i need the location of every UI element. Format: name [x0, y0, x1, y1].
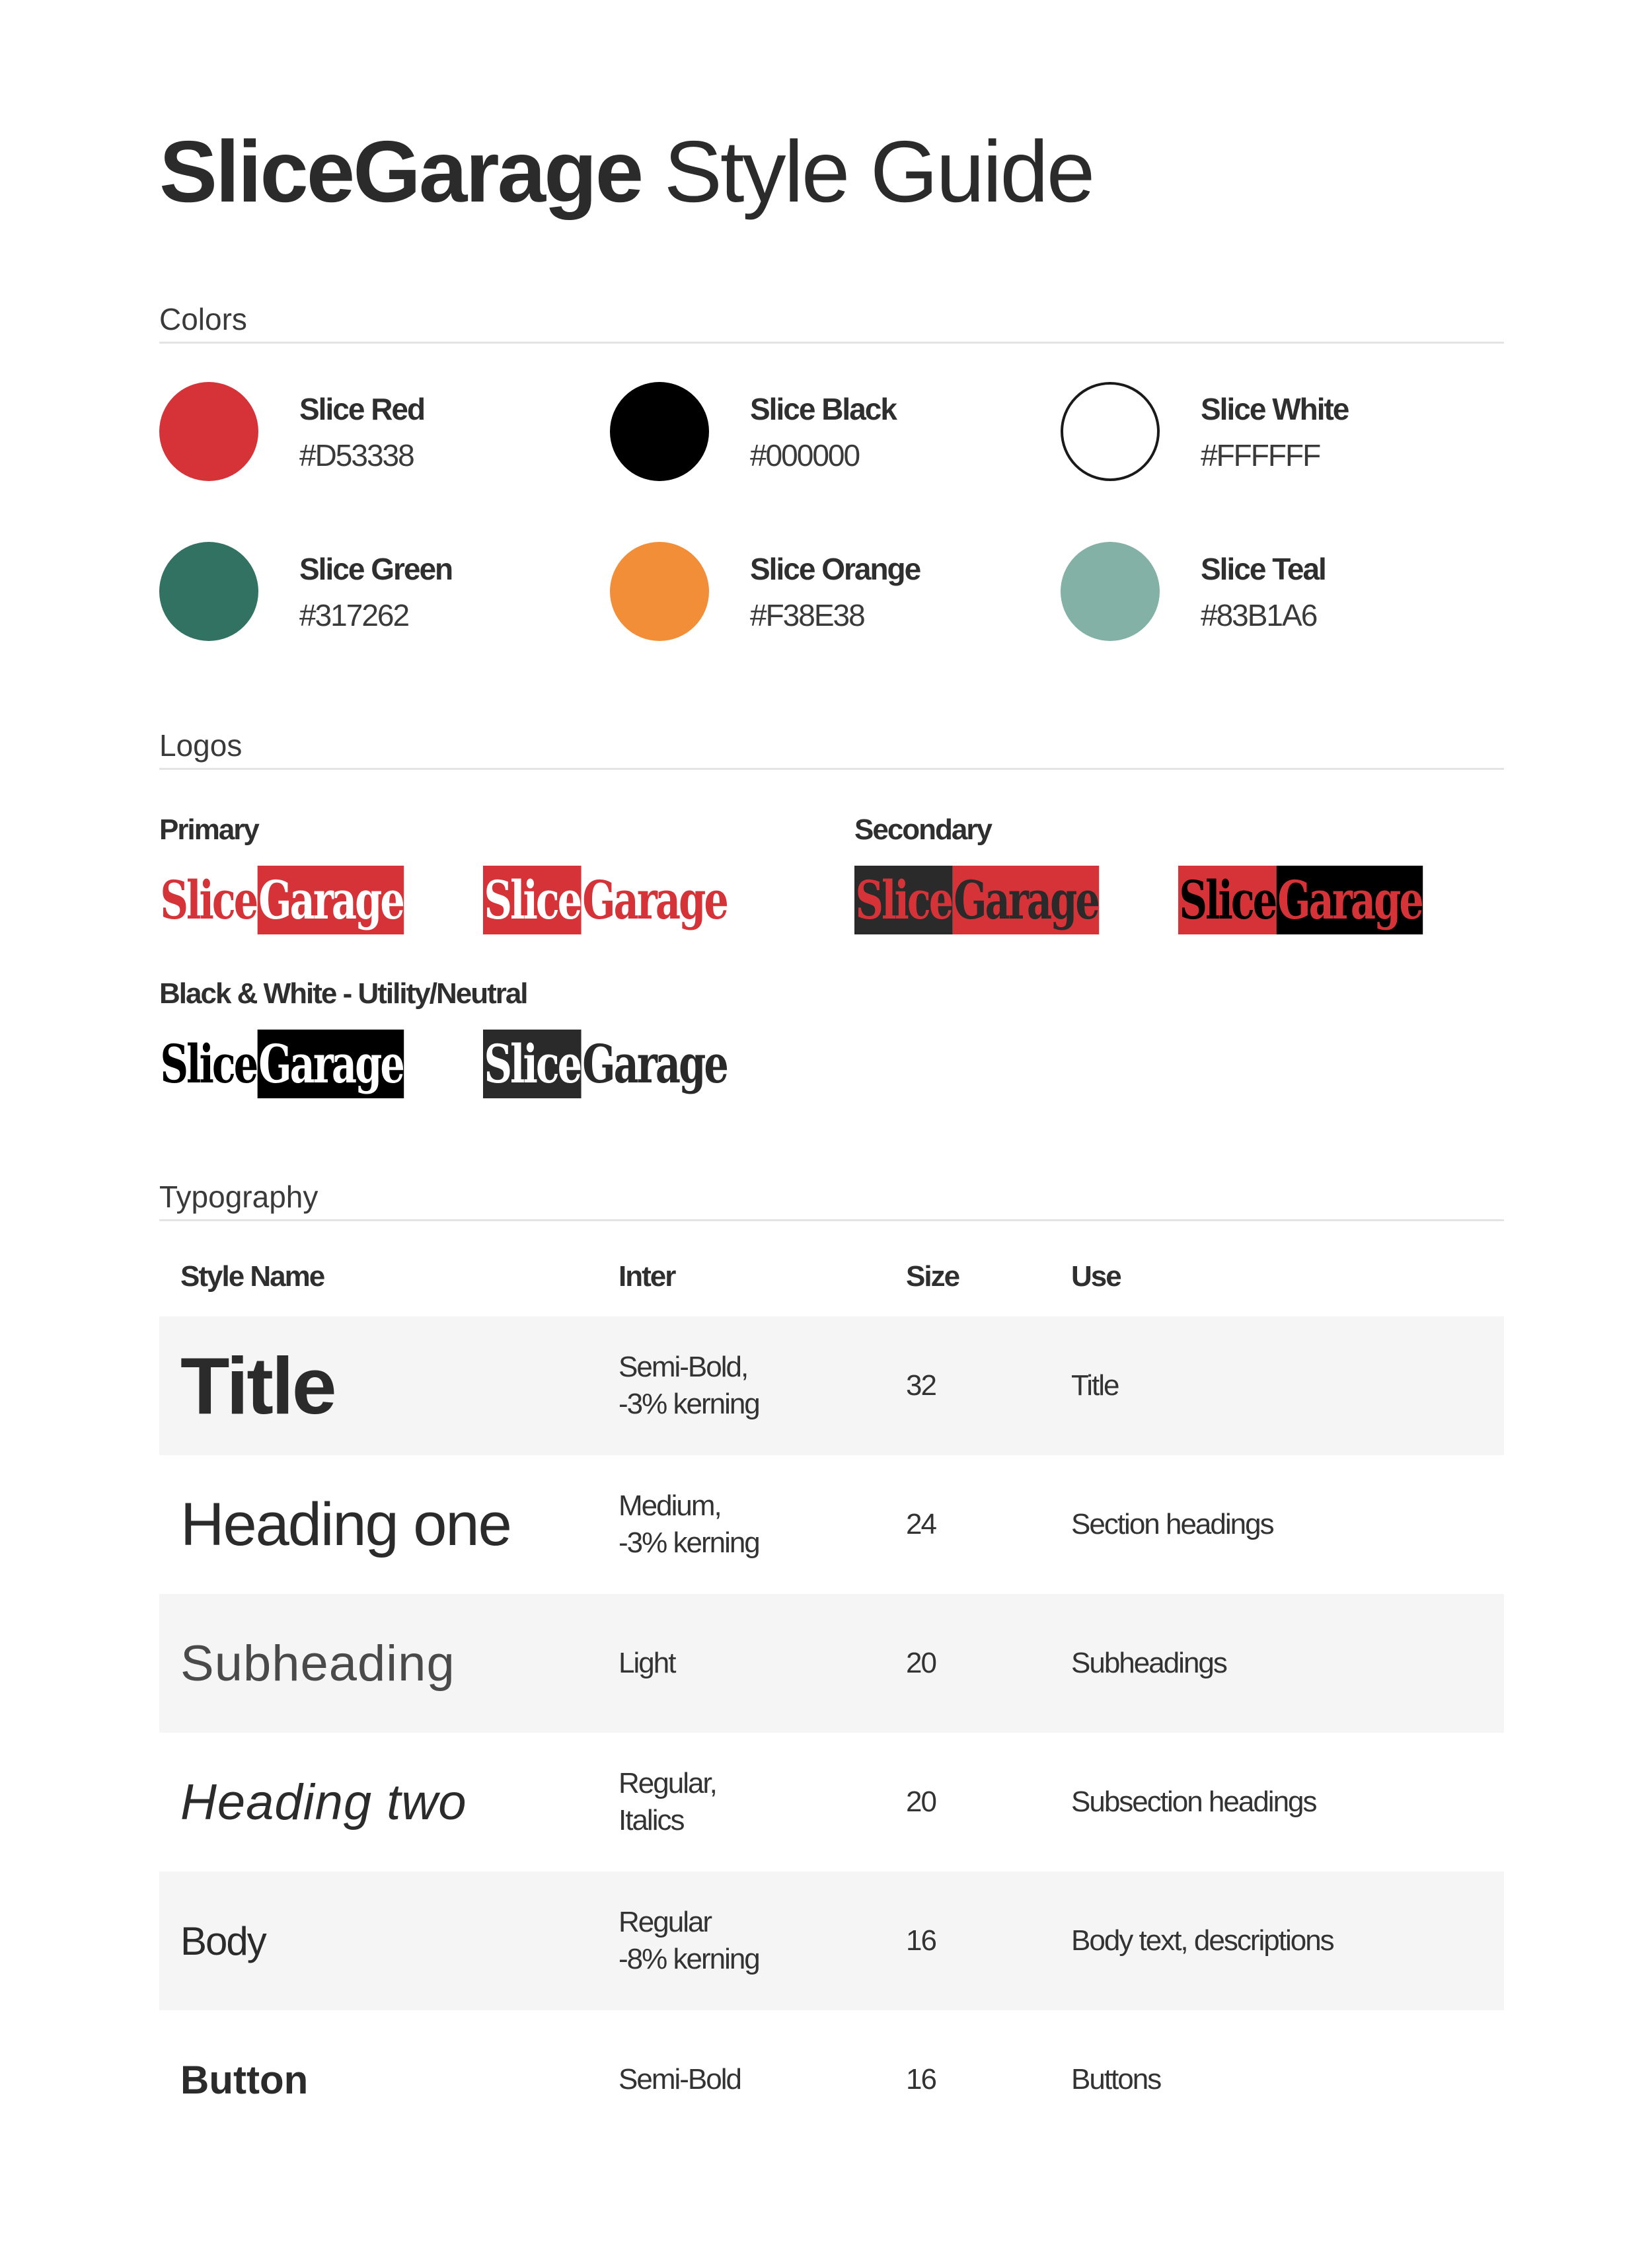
table-row: [159, 1316, 1504, 1455]
header-use: Use: [1071, 1260, 1121, 1293]
style-sample-heading-one: Heading one: [180, 1490, 511, 1558]
color-swatch-orange: [610, 542, 1033, 648]
style-sample-button: Button: [180, 2057, 309, 2102]
color-hex: #317262: [299, 598, 409, 632]
color-hex: #D53338: [299, 438, 414, 472]
page-title: [159, 122, 1093, 221]
color-hex: #000000: [750, 438, 860, 472]
color-name: Slice Red: [299, 392, 425, 426]
logo-word-slice: Slice: [159, 866, 258, 934]
style-use: Subsection headings: [1071, 1786, 1316, 1818]
table-row: [159, 1455, 1504, 1594]
logo-secondary-red-dark: [854, 866, 1099, 934]
color-name: Slice White: [1201, 392, 1349, 426]
header-style-name: Style Name: [180, 1260, 324, 1293]
style-size: 32: [906, 1369, 936, 1402]
color-swatch-white: [1061, 382, 1483, 488]
color-swatch-red: [159, 382, 582, 488]
logo-bw-label: Black & White - Utility/Neutral: [159, 977, 527, 1010]
header-font: Inter: [619, 1260, 675, 1293]
logo-word-garage: Garage: [582, 1030, 728, 1098]
color-circle: [159, 542, 258, 641]
logo-word-slice: Slice: [483, 1030, 582, 1098]
style-font: Light: [619, 1647, 675, 1679]
logo-word-garage: Garage: [953, 866, 1100, 934]
style-sample-title: Title: [180, 1341, 335, 1431]
style-use: Title: [1071, 1369, 1119, 1402]
style-font: Semi-Bold, -3% kerning: [619, 1351, 759, 1420]
logos-section-label: Logos: [159, 727, 1504, 770]
color-name: Slice Black: [750, 392, 896, 426]
logo-bw-white-on-dark: [483, 1030, 728, 1098]
style-size: 20: [906, 1786, 936, 1818]
logo-secondary-label: Secondary: [854, 813, 991, 846]
style-font: Semi-Bold: [619, 2063, 741, 2095]
logo-primary-label: Primary: [159, 813, 258, 846]
page-title-brand: SliceGarage: [159, 123, 642, 220]
typography-table-header: [159, 1242, 1504, 1315]
style-size: 16: [906, 1924, 936, 1957]
style-sample-body: Body: [180, 1918, 266, 1963]
colors-section-label: Colors: [159, 301, 1504, 344]
table-row: [159, 2010, 1504, 2149]
logo-word-garage: Garage: [258, 1030, 404, 1098]
logo-primary-white-on-red: [483, 866, 728, 934]
color-swatch-black: [610, 382, 1033, 488]
color-hex: #83B1A6: [1201, 598, 1317, 632]
style-use: Buttons: [1071, 2063, 1161, 2095]
style-size: 20: [906, 1647, 936, 1679]
style-use: Section headings: [1071, 1508, 1273, 1540]
color-hex: #F38E38: [750, 598, 864, 632]
logo-word-slice: Slice: [1178, 866, 1277, 934]
color-circle: [1061, 542, 1160, 641]
typography-section-label: Typography: [159, 1178, 1504, 1221]
color-circle: [610, 382, 709, 481]
color-swatch-green: [159, 542, 582, 648]
logo-primary-red-on-white: [159, 866, 404, 934]
style-sample-subheading: Subheading: [180, 1635, 455, 1692]
style-font: Regular -8% kerning: [619, 1906, 759, 1975]
table-row: [159, 1733, 1504, 1871]
color-circle: [610, 542, 709, 641]
color-circle: [1061, 382, 1160, 481]
color-name: Slice Orange: [750, 552, 920, 586]
color-circle: [159, 382, 258, 481]
color-hex: #FFFFFF: [1201, 438, 1320, 472]
table-row: [159, 1594, 1504, 1733]
style-font: Regular, Italics: [619, 1767, 716, 1836]
logo-word-garage: Garage: [1277, 866, 1423, 934]
style-sample-heading-two: Heading two: [180, 1774, 467, 1830]
color-name: Slice Teal: [1201, 552, 1326, 586]
style-use: Body text, descriptions: [1071, 1924, 1333, 1957]
logo-secondary-black-red: [1178, 866, 1423, 934]
logo-word-slice: Slice: [483, 866, 582, 934]
logo-word-slice: Slice: [159, 1030, 258, 1098]
style-size: 24: [906, 1508, 936, 1540]
logo-word-garage: Garage: [258, 866, 404, 934]
style-font: Medium, -3% kerning: [619, 1490, 759, 1559]
page-title-rest: Style Guide: [663, 123, 1094, 220]
logo-bw-black-on-white: [159, 1030, 404, 1098]
style-size: 16: [906, 2063, 936, 2095]
color-name: Slice Green: [299, 552, 453, 586]
style-use: Subheadings: [1071, 1647, 1226, 1679]
color-swatch-teal: [1061, 542, 1483, 648]
logo-word-slice: Slice: [854, 866, 953, 934]
logo-word-garage: Garage: [582, 866, 728, 934]
header-size: Size: [906, 1260, 959, 1293]
table-row: [159, 1871, 1504, 2010]
